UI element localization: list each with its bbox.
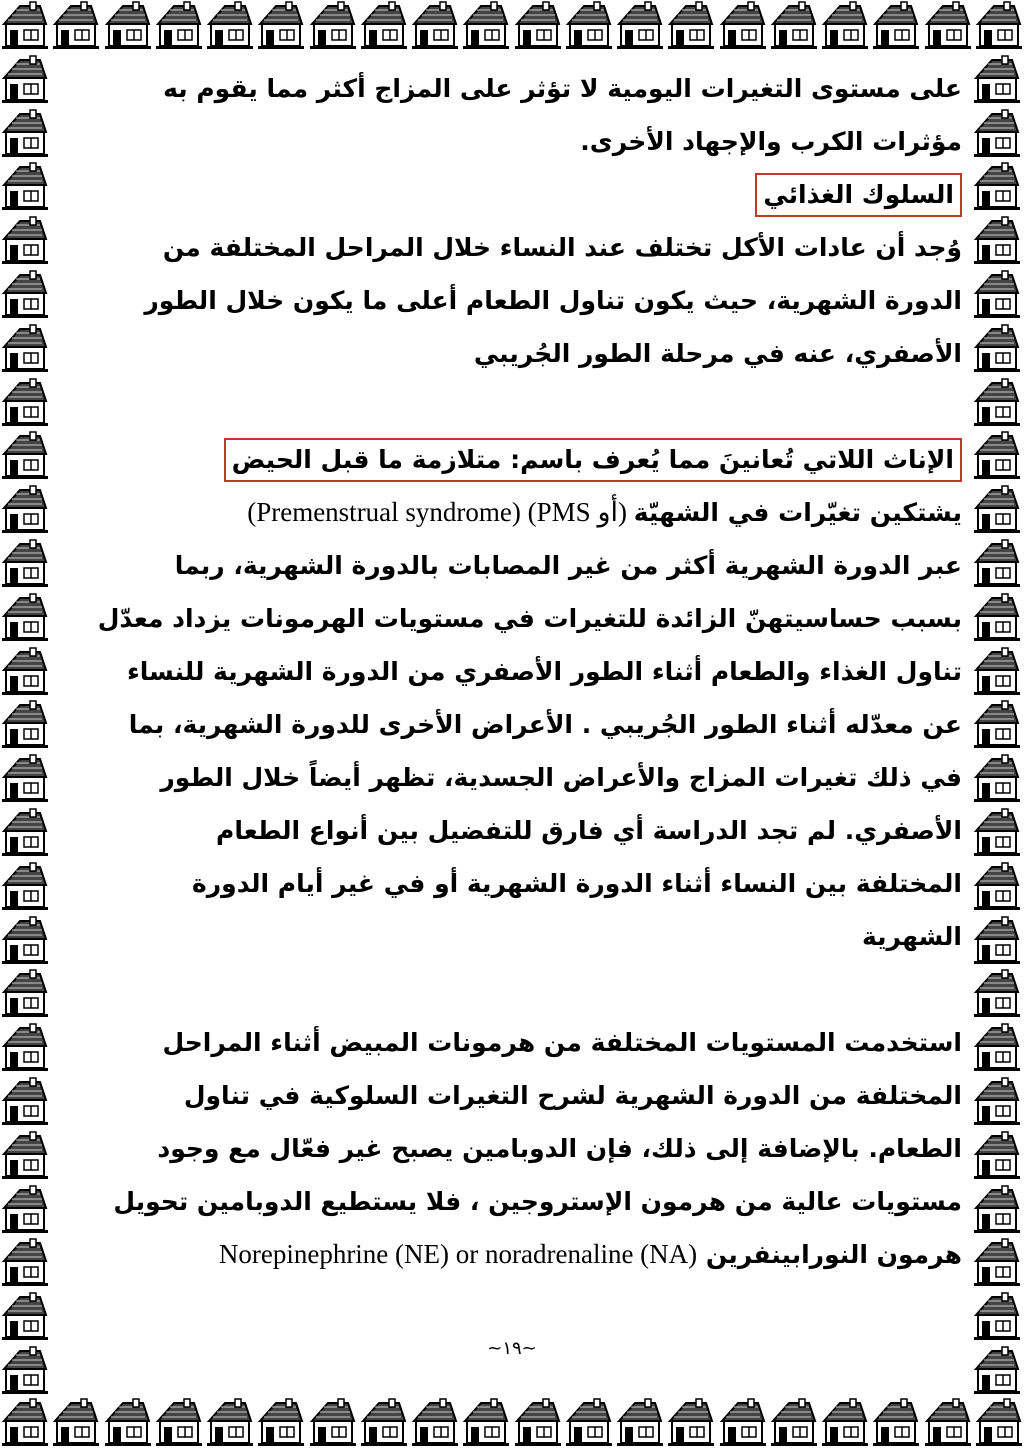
house-icon xyxy=(0,54,50,104)
house-icon xyxy=(0,108,50,158)
paragraph-line: الدورة الشهرية، حيث يكون تناول الطعام أعلى ما يكون خلال الطور xyxy=(144,286,962,315)
spacer xyxy=(60,963,962,1016)
house-icon xyxy=(974,0,1024,50)
house-icon xyxy=(871,0,921,50)
house-icon xyxy=(0,968,50,1018)
page-number: ~١٩~ xyxy=(487,1338,537,1359)
house-icon xyxy=(972,1076,1022,1126)
house-icon xyxy=(972,968,1022,1018)
house-icon xyxy=(564,0,614,50)
house-icon xyxy=(972,1022,1022,1072)
house-icon xyxy=(154,1397,204,1447)
section-heading: السلوك الغذائي xyxy=(755,173,962,217)
paragraph-line: عن معدّله أثناء الطور الجُريبي . الأعراض الأخرى للدورة الشهرية، بما xyxy=(128,710,962,739)
paragraph-line: استخدمت المستويات المختلفة من هرمونات المبيض أثناء المراحل xyxy=(162,1028,962,1057)
house-icon xyxy=(0,484,50,534)
paragraph-line: بسبب حساسيتهنّ الزائدة للتغيرات في مستويات الهرمونات يزداد معدّل xyxy=(97,604,962,633)
bottom-border xyxy=(0,1397,1024,1449)
house-icon xyxy=(820,0,870,50)
house-icon xyxy=(564,1397,614,1447)
house-icon xyxy=(972,538,1022,588)
house-icon xyxy=(972,807,1022,857)
house-icon xyxy=(256,0,306,50)
house-icon xyxy=(461,0,511,50)
house-icon xyxy=(972,592,1022,642)
paragraph-line: الأصفري. لم تجد الدراسة أي فارق للتفضيل بين أنواع الطعام xyxy=(216,816,962,845)
house-icon xyxy=(103,1397,153,1447)
paragraph-text: هرمون النورابينفرين xyxy=(705,1240,962,1269)
house-icon xyxy=(972,646,1022,696)
house-icon xyxy=(0,1022,50,1072)
house-icon xyxy=(513,1397,563,1447)
section-heading: الإناث اللاتي تُعانينَ مما يُعرف باسم: متلازمة ما قبل الحيض xyxy=(224,438,962,482)
house-icon xyxy=(0,430,50,480)
house-icon xyxy=(51,1397,101,1447)
house-icon xyxy=(972,699,1022,749)
house-icon xyxy=(666,0,716,50)
house-icon xyxy=(51,0,101,50)
house-icon xyxy=(718,0,768,50)
house-icon xyxy=(972,323,1022,373)
paragraph-line: عبر الدورة الشهرية أكثر من غير المصابات بالدورة الشهرية، ربما xyxy=(174,551,962,580)
house-icon xyxy=(205,0,255,50)
house-icon xyxy=(769,1397,819,1447)
house-icon xyxy=(359,0,409,50)
house-icon xyxy=(0,1397,50,1447)
house-icon xyxy=(0,592,50,642)
house-icon xyxy=(513,0,563,50)
house-icon xyxy=(972,377,1022,427)
house-icon xyxy=(972,54,1022,104)
house-icon xyxy=(972,753,1022,803)
house-icon xyxy=(972,861,1022,911)
house-icon xyxy=(972,430,1022,480)
paragraph-text: يشتكين تغيّرات في الشهيّة xyxy=(633,498,962,527)
house-icon xyxy=(769,0,819,50)
house-icon xyxy=(923,0,973,50)
house-icon xyxy=(0,538,50,588)
house-icon xyxy=(0,161,50,211)
paragraph-line: مستويات عالية من هرمون الإستروجين ، فلا يستطيع الدوبامين تحويل xyxy=(113,1187,962,1216)
house-icon xyxy=(0,699,50,749)
house-icon xyxy=(256,1397,306,1447)
house-icon xyxy=(0,753,50,803)
house-icon xyxy=(0,269,50,319)
paragraph-line xyxy=(60,1228,962,1281)
house-icon xyxy=(972,269,1022,319)
paragraph-line: تناول الغذاء والطعام أثناء الطور الأصفري من الدورة الشهرية للنساء xyxy=(126,657,962,686)
house-icon xyxy=(461,1397,511,1447)
house-icon xyxy=(615,1397,665,1447)
house-icon xyxy=(0,1291,50,1341)
house-icon xyxy=(0,0,50,50)
paragraph-line xyxy=(60,486,962,539)
latin-term: (Norepinephrine (NE) or noradrenaline (NA xyxy=(218,1239,698,1269)
top-border xyxy=(0,0,1024,52)
house-icon xyxy=(974,1397,1024,1447)
house-icon xyxy=(0,807,50,857)
page-content xyxy=(60,62,962,1382)
house-icon xyxy=(205,1397,255,1447)
house-icon xyxy=(718,1397,768,1447)
left-border xyxy=(0,52,52,1397)
house-icon xyxy=(410,0,460,50)
house-icon xyxy=(0,323,50,373)
house-icon xyxy=(923,1397,973,1447)
house-icon xyxy=(359,1397,409,1447)
house-icon xyxy=(666,1397,716,1447)
house-icon xyxy=(972,1237,1022,1287)
right-border xyxy=(972,52,1024,1397)
paragraph-line: المختلفة من الدورة الشهرية لشرح التغيرات السلوكية في تناول xyxy=(183,1081,962,1110)
house-icon xyxy=(0,1130,50,1180)
house-icon xyxy=(0,1184,50,1234)
house-icon xyxy=(0,1076,50,1126)
paragraph-line: على مستوى التغيرات اليومية لا تؤثر على المزاج أكثر مما يقوم به xyxy=(163,74,962,103)
paragraph-line: الأصفري، عنه في مرحلة الطور الجُريبي xyxy=(473,339,962,368)
house-icon xyxy=(615,0,665,50)
house-icon xyxy=(972,484,1022,534)
house-icon xyxy=(410,1397,460,1447)
section-heading-row xyxy=(60,168,962,221)
house-icon xyxy=(972,161,1022,211)
paragraph-line: الشهرية xyxy=(862,922,962,951)
house-icon xyxy=(0,215,50,265)
house-icon xyxy=(308,1397,358,1447)
paragraph-line: مؤثرات الكرب والإجهاد الأخرى. xyxy=(580,127,962,156)
paragraph-line: في ذلك تغيرات المزاج والأعراض الجسدية، تظهر أيضاً خلال الطور xyxy=(160,763,962,792)
house-icon xyxy=(972,108,1022,158)
house-icon xyxy=(972,1130,1022,1180)
house-icon xyxy=(308,0,358,50)
house-icon xyxy=(820,1397,870,1447)
paragraph-line: المختلفة بين النساء أثناء الدورة الشهرية أو في غير أيام الدورة xyxy=(192,869,962,898)
house-icon xyxy=(972,915,1022,965)
house-icon xyxy=(871,1397,921,1447)
house-icon xyxy=(0,377,50,427)
house-icon xyxy=(972,1184,1022,1234)
latin-term: (Premenstrual syndrome) xyxy=(247,497,521,527)
house-icon xyxy=(154,0,204,50)
house-icon xyxy=(0,915,50,965)
house-icon xyxy=(0,861,50,911)
paragraph-line: الطعام. بالإضافة إلى ذلك، فإن الدوبامين يصبح غير فعّال مع وجود xyxy=(157,1134,962,1163)
house-icon xyxy=(103,0,153,50)
pms-abbrev: (أو PMS) xyxy=(520,497,634,527)
house-icon xyxy=(972,215,1022,265)
house-icon xyxy=(0,646,50,696)
house-icon xyxy=(972,1291,1022,1341)
spacer xyxy=(60,380,962,433)
paragraph-line: وُجد أن عادات الأكل تختلف عند النساء خلال المراحل المختلفة من xyxy=(162,233,962,262)
house-icon xyxy=(0,1237,50,1287)
section-heading-row xyxy=(60,433,962,486)
